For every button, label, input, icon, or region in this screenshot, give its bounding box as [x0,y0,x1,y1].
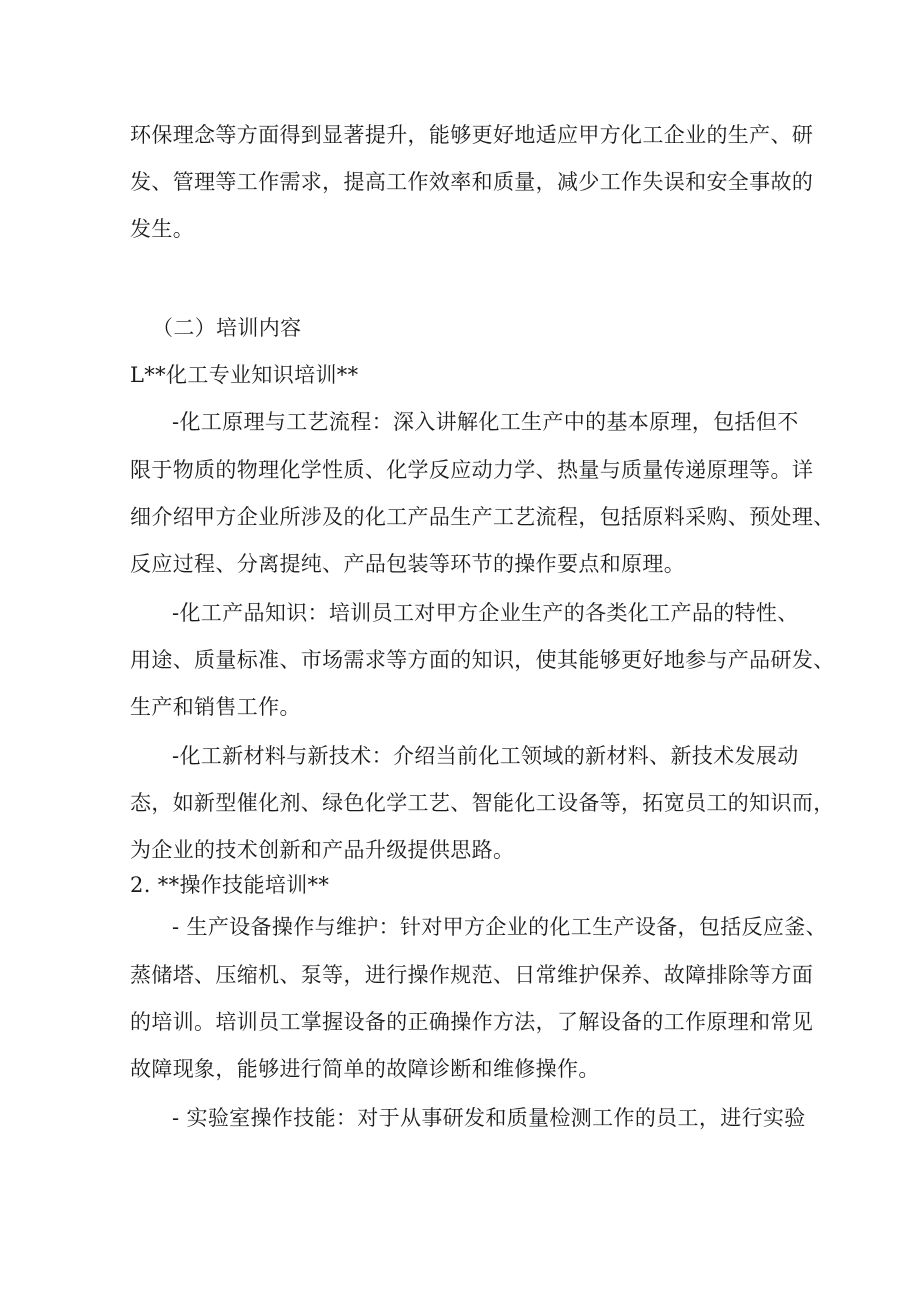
item1-p3-line-3: 为企业的技术创新和产品升级提供思路。 [130,838,515,862]
item1-p2-line-1: -化工产品知识：培训员工对甲方企业生产的各类化工产品的特性、 [172,601,799,625]
item2-p1-line-2: 蒸储塔、压缩机、泵等，进行操作规范、日常维护保养、故障排除等方面 [130,963,814,987]
intro-line-1: 环保理念等方面得到显著提升，能够更好地适应甲方化工企业的生产、研 [130,123,814,147]
item1-p3-line-2: 态，如新型催化剂、绿色化学工艺、智能化工设备等，拓宽员工的知识而， [130,791,835,815]
item1-p3-line-1: -化工新材料与新技术：介绍当前化工领域的新材料、新技术发展动 [172,744,799,768]
item2-p1-line-1: - 生产设备操作与维护：针对甲方企业的化工生产设备，包括反应釜、 [172,915,827,939]
item1-p1-line-4: 反应过程、分离提纯、产品包装等环节的操作要点和原理。 [130,552,686,576]
intro-line-2: 发、管理等工作需求，提高工作效率和质量，减少工作失误和安全事故的 [130,170,814,194]
item2-heading: 2. **操作技能培训** [130,873,330,897]
item1-heading: L**化工专业知识培训** [130,363,359,387]
item1-p2-line-3: 生产和销售工作。 [130,695,301,719]
item2-p1-line-3: 的培训。培训员工掌握设备的正确操作方法，了解设备的工作原理和常见 [130,1010,814,1034]
intro-line-3: 发生。 [130,217,195,241]
item1-p1-line-3: 细介绍甲方企业所涉及的化工产品生产工艺流程，包括原料采购、预处理、 [130,505,835,529]
item1-p1-line-2: 限于物质的物理化学性质、化学反应动力学、热量与质量传递原理等。详 [130,458,814,482]
item2-p2-line-1: - 实验室操作技能：对于从事研发和质量检测工作的员工，进行实验 [172,1106,806,1130]
item1-p1-line-1: -化工原理与工艺流程：深入讲解化工生产中的基本原理，包括但不 [172,410,799,434]
item1-p2-line-2: 用途、质量标准、市场需求等方面的知识，使其能够更好地参与产品研发、 [130,648,835,672]
section-title: （二）培训内容 [152,316,302,340]
item2-p1-line-4: 故障现象，能够进行简单的故障诊断和维修操作。 [130,1057,600,1081]
